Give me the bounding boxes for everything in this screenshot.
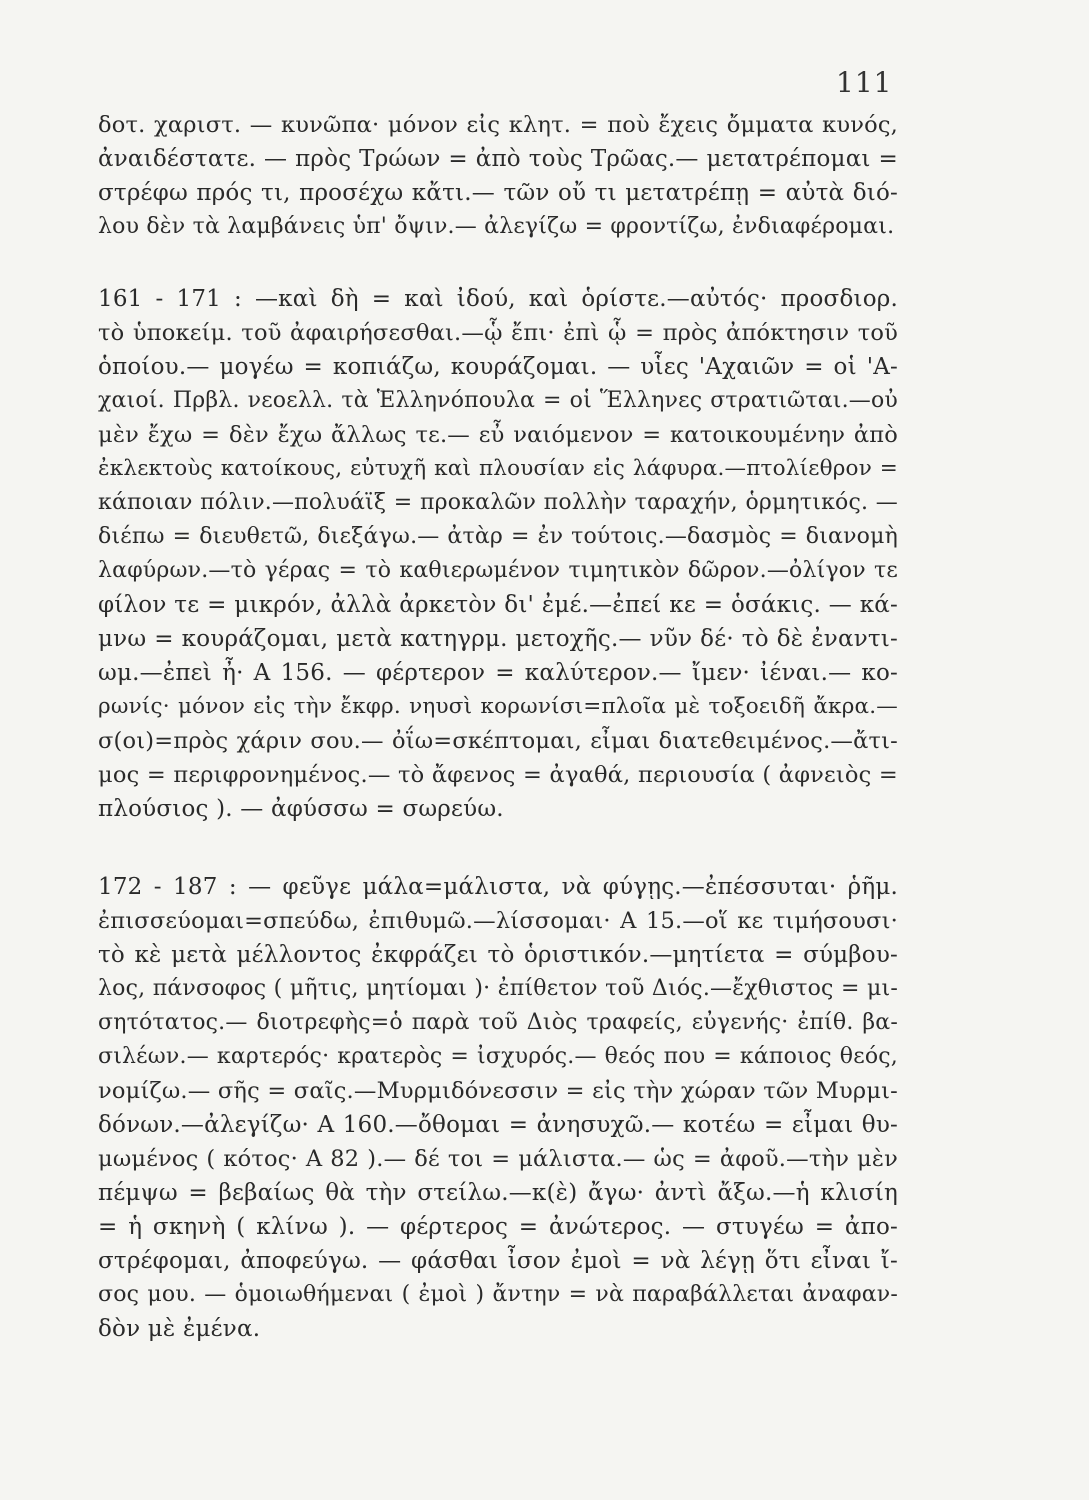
text-line: πλούσιος ). — ἀφύσσω = σωρεύω. [98, 796, 504, 822]
text-line: μωμένος ( κότος· Α 82 ).— δέ τοι = μάλιστα.— ὡς = ἀφοῦ.—τὴν μὲν [98, 1146, 898, 1172]
text-line: σος μου. — ὁμοιωθήμεναι ( ἐμοὶ ) ἄντην = νὰ παραβάλλεται ἀναφαν- [98, 1282, 898, 1307]
text-line: δὸν μὲ ἐμένα. [98, 1316, 261, 1342]
text-line: σητότατος.— διοτρεφὴς=ὁ παρὰ τοῦ Διὸς τραφείς, εὐγενής· ἐπίθ. βα- [98, 1010, 898, 1035]
page-number: 111 [836, 66, 893, 99]
paragraph-2 [98, 282, 898, 826]
paragraph-3 [98, 870, 898, 1346]
text-line: ἐπισσεύομαι=σπεύδω, ἐπιθυμῶ.—λίσσομαι· Α 15.—οἵ κε τιμήσουσι· [98, 908, 898, 934]
text-line: λαφύρων.—τὸ γέρας = τὸ καθιερωμένον τιμητικὸν δῶρον.—ὀλίγον τε [98, 558, 898, 583]
text-line: κάποιαν πόλιν.—πολυάϊξ = προκαλῶν πολλὴν ταραχήν, ὁρμητικός. — [98, 490, 898, 515]
text-line: νομίζω.— σῆς = σαῖς.—Μυρμιδόνεσσιν = εἰς τὴν χώραν τῶν Μυρμι- [98, 1078, 898, 1104]
text-line: 161 - 171 : —καὶ δὴ = καὶ ἰδού, καὶ ὁρίστε.—αὐτός· προσδιορ. [98, 286, 898, 312]
text-line: = ἡ σκηνὴ ( κλίνω ). — φέρτερος = ἀνώτερος. — στυγέω = ἀπο- [98, 1214, 898, 1240]
text-line: τὸ ὑποκείμ. τοῦ ἀφαιρήσεσθαι.—ᾧ ἔπι· ἐπὶ ᾧ = πρὸς ἀπόκτησιν τοῦ [98, 320, 898, 346]
text-line: στρέφω πρός τι, προσέχω κἄτι.— τῶν οὔ τι μετατρέπῃ = αὐτὰ διό- [98, 180, 898, 206]
text-line: σ(οι)=πρὸς χάριν σου.— ὀΐω=σκέπτομαι, εἶμαι διατεθειμένος.—ἄτι- [98, 728, 898, 754]
text-line: λου δὲν τὰ λαμβάνεις ὑπ' ὄψιν.— ἀλεγίζω = φροντίζω, ἐνδιαφέρομαι. [98, 214, 895, 239]
text-line: ἀναιδέστατε. — πρὸς Τρώων = ἀπὸ τοὺς Τρῶας.— μετατρέπομαι = [98, 146, 898, 172]
text-line: τὸ κὲ μετὰ μέλλοντος ἐκφράζει τὸ ὁριστικόν.—μητίετα = σύμβου- [98, 942, 898, 968]
text-line: 172 - 187 : — φεῦγε μάλα=μάλιστα, νὰ φύγῃς.—ἐπέσσυται· ῥῆμ. [98, 874, 898, 900]
text-line: σιλέων.— καρτερός· κρατερὸς = ἰσχυρός.— θεός που = κάποιος θεός, [98, 1044, 898, 1069]
text-line: ἐκλεκτοὺς κατοίκους, εὐτυχῆ καὶ πλουσίαν εἰς λάφυρα.—πτολίεθρον = [98, 456, 898, 481]
text-line: ρωνίς· μόνον εἰς τὴν ἔκφρ. νηυσὶ κορωνίσι=πλοῖα μὲ τοξοειδῆ ἄκρα.— [98, 694, 898, 719]
text-line: πέμψω = βεβαίως θὰ τὴν στείλω.—κ(ὲ) ἄγω· ἀντὶ ἄξω.—ἡ κλισίη [98, 1180, 898, 1206]
paragraph-1 [98, 108, 898, 244]
text-line: μνω = κουράζομαι, μετὰ κατηγρμ. μετοχῆς.— νῦν δέ· τὸ δὲ ἐναντι- [98, 626, 898, 652]
text-line: διέπω = διευθετῶ, διεξάγω.— ἀτὰρ = ἐν τούτοις.—δασμὸς = διανομὴ [98, 524, 898, 549]
text-line: ὁποίου.— μογέω = κοπιάζω, κουράζομαι. — υἷες 'Αχαιῶν = οἱ 'Α- [98, 354, 898, 380]
text-line: μὲν ἔχω = δὲν ἔχω ἄλλως τε.— εὖ ναιόμενον = κατοικουμένην ἀπὸ [98, 422, 898, 448]
text-line: στρέφομαι, ἀποφεύγω. — φάσθαι ἶσον ἐμοὶ = νὰ λέγῃ ὅτι εἶναι ἴ- [98, 1248, 898, 1274]
text-line: δόνων.—ἀλεγίζω· Α 160.—ὄθομαι = ἀνησυχῶ.— κοτέω = εἶμαι θυ- [98, 1112, 898, 1138]
text-line: χαιοί. Πρβλ. νεοελλ. τὰ Ἑλληνόπουλα = οἱ Ἕλληνες στρατιῶται.—οὐ [98, 388, 898, 413]
text-line: δοτ. χαριστ. — κυνῶπα· μόνον εἰς κλητ. = ποὺ ἔχεις ὄμματα κυνός, [98, 112, 898, 138]
text-line: φίλον τε = μικρόν, ἀλλὰ ἀρκετὸν δι' ἐμέ.—ἐπεί κε = ὁσάκις. — κά- [98, 592, 898, 618]
text-line: ωμ.—ἐπεὶ ἦ· Α 156. — φέρτερον = καλύτερον.— ἴμεν· ἰέναι.— κο- [98, 660, 898, 686]
text-line: μος = περιφρονημένος.— τὸ ἄφενος = ἀγαθά, περιουσία ( ἀφνειὸς = [98, 762, 898, 788]
text-line: λος, πάνσοφος ( μῆτις, μητίομαι )· ἐπίθετον τοῦ Διός.—ἔχθιστος = μι- [98, 976, 898, 1001]
